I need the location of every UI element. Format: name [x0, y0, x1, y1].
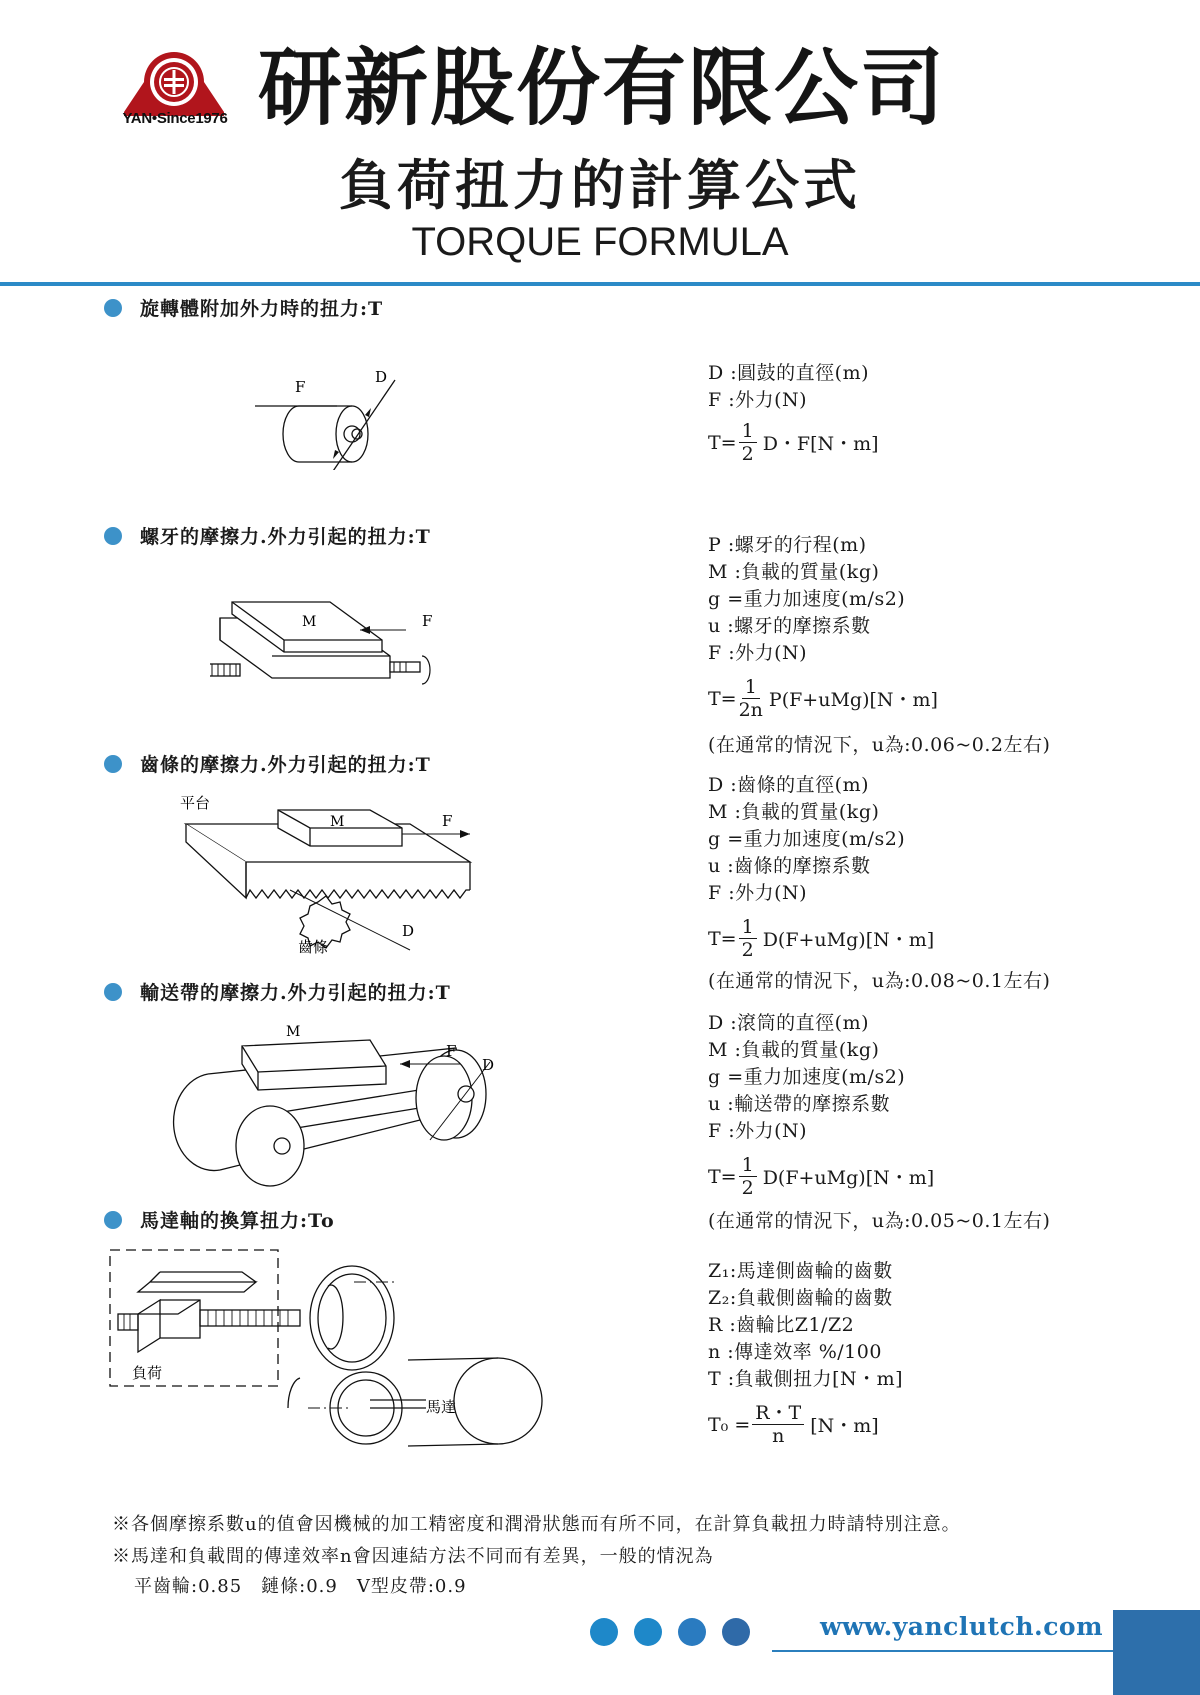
formula-lhs: T₀ = [708, 1413, 751, 1436]
definition-item: T :負載側扭力[N・m] [708, 1368, 904, 1390]
label-force: F [442, 812, 453, 830]
formula-numerator: R・T [752, 1402, 804, 1425]
label-rack: 齒條 [298, 938, 329, 956]
definition-item: n :傳達效率 %/100 [708, 1341, 882, 1363]
formula-section-5 [708, 1402, 879, 1447]
label-load: 負荷 [132, 1364, 163, 1382]
section-heading-text: 輸送帶的摩擦力.外力引起的扭力:T [140, 982, 451, 1004]
definition-item: g =重力加速度(m/s2) [708, 828, 906, 850]
section-heading-rack [104, 750, 431, 777]
formula-rhs: D(F+uMg)[N・m] [762, 929, 935, 951]
definition-item: P :螺牙的行程(m) [708, 534, 867, 556]
section-heading-text: 螺牙的摩擦力.外力引起的扭力:T [140, 526, 431, 548]
footer-divider [772, 1650, 1117, 1652]
footer-dot-icon [590, 1618, 618, 1646]
formula-numerator: 1 [739, 420, 757, 443]
corner-block [1113, 1610, 1200, 1695]
formula-section-4 [708, 1154, 934, 1199]
definitions-section-1 [708, 360, 869, 414]
formula-denominator: n [772, 1425, 785, 1447]
label-force: F [446, 1042, 457, 1060]
section-heading-text: 馬達軸的換算扭力:To [140, 1210, 335, 1232]
label-platform: 平台 [180, 794, 211, 812]
definition-item: u :齒條的摩擦系數 [708, 855, 871, 877]
label-motor: 馬達 [426, 1398, 457, 1416]
formula-rhs: [N・m] [810, 1415, 879, 1437]
definition-item: Z₁:馬達側齒輪的齒數 [708, 1260, 893, 1282]
formula-numerator: 1 [742, 676, 760, 699]
footnote-efficiency: ※馬達和負載間的傳達效率n會因連結方法不同而有差異，一般的情況為 [112, 1546, 714, 1567]
definition-item: D :齒條的直徑(m) [708, 774, 870, 796]
formula-lhs: T= [708, 927, 737, 950]
footer-dot-icon [678, 1618, 706, 1646]
conveyor-diagram [160, 1020, 500, 1190]
formula-section-1 [708, 420, 879, 465]
bullet-icon [104, 983, 122, 1001]
header-divider [0, 282, 1200, 286]
label-force: F [295, 378, 306, 396]
section-heading-motor-shaft [104, 1206, 335, 1233]
definition-item: F :外力(N) [708, 882, 808, 904]
definitions-section-4 [708, 1010, 905, 1145]
label-diameter: D [402, 922, 415, 940]
definition-item: M :負載的質量(kg) [708, 801, 880, 823]
formula-lhs: T= [708, 1165, 737, 1188]
section-heading-conveyor [104, 978, 451, 1005]
label-mass: M [330, 814, 345, 830]
bullet-icon [104, 755, 122, 773]
section-heading-text: 旋轉體附加外力時的扭力:T [140, 298, 384, 320]
definitions-section-3 [708, 772, 905, 907]
formula-denominator: 2 [741, 443, 754, 465]
page-title-chinese: 負荷扭力的計算公式 [339, 153, 861, 217]
definition-item: u :螺牙的摩擦系數 [708, 615, 871, 637]
definition-item: D :圓鼓的直徑(m) [708, 362, 870, 384]
friction-note: (在通常的情況下，u為:0.06~0.2左右) [708, 734, 1051, 756]
label-mass: M [302, 614, 317, 630]
formula-section-2 [708, 676, 938, 721]
formula-lhs: T= [708, 687, 737, 710]
definition-item: M :負載的質量(kg) [708, 1039, 880, 1061]
motor-gear-diagram [108, 1248, 558, 1448]
drum-diagram [255, 370, 415, 470]
section-heading-text: 齒條的摩擦力.外力引起的扭力:T [140, 754, 431, 776]
bullet-icon [104, 1211, 122, 1229]
page-title-english: TORQUE FORMULA [411, 220, 789, 264]
definition-item: g =重力加速度(m/s2) [708, 1066, 906, 1088]
footer-dot-icon [722, 1618, 750, 1646]
label-diameter: D [482, 1056, 495, 1074]
formula-rhs: D・F[N・m] [762, 433, 879, 455]
definition-item: M :負載的質量(kg) [708, 561, 880, 583]
definitions-section-2 [708, 532, 905, 667]
formula-denominator: 2 [741, 939, 754, 961]
rack-diagram [170, 790, 490, 960]
formula-section-3 [708, 916, 934, 961]
formula-rhs: D(F+uMg)[N・m] [762, 1167, 935, 1189]
definition-item: F :外力(N) [708, 1120, 808, 1142]
definition-item: F :外力(N) [708, 642, 808, 664]
formula-numerator: 1 [739, 1154, 757, 1177]
section-heading-rotating-body [104, 294, 383, 321]
definition-item: R :齒輪比Z1/Z2 [708, 1314, 855, 1336]
friction-note: (在通常的情況下，u為:0.05~0.1左右) [708, 1210, 1051, 1232]
bullet-icon [104, 527, 122, 545]
definition-item: F :外力(N) [708, 389, 808, 411]
footnote-friction: ※各個摩擦系數u的值會因機械的加工精密度和潤滑狀態而有所不同，在計算負載扭力時請特別注意。 [112, 1514, 961, 1535]
logo-caption: YAN•Since1976 [122, 110, 228, 127]
footer-dot-icon [634, 1618, 662, 1646]
footnote-efficiency-values: 平齒輪:0.85 鏈條:0.9 V型皮帶:0.9 [134, 1576, 467, 1597]
definition-item: g =重力加速度(m/s2) [708, 588, 906, 610]
formula-numerator: 1 [739, 916, 757, 939]
friction-note: (在通常的情況下，u為:0.08~0.1左右) [708, 970, 1051, 992]
definitions-section-5 [708, 1258, 903, 1393]
screw-diagram [210, 590, 450, 700]
definition-item: u :輸送帶的摩擦系數 [708, 1093, 891, 1115]
label-diameter: D [375, 370, 388, 386]
definition-item: D :滾筒的直徑(m) [708, 1012, 870, 1034]
bullet-icon [104, 299, 122, 317]
company-name: 研新股份有限公司 [258, 39, 947, 137]
label-mass: M [286, 1024, 301, 1040]
formula-denominator: 2n [738, 699, 763, 721]
formula-denominator: 2 [741, 1177, 754, 1199]
section-heading-screw [104, 522, 431, 549]
label-force: F [422, 612, 433, 630]
website-link[interactable]: www.yanclutch.com [820, 1612, 1104, 1641]
formula-rhs: P(F+uMg)[N・m] [768, 689, 938, 711]
formula-lhs: T= [708, 431, 737, 454]
definition-item: Z₂:負載側齒輪的齒數 [708, 1287, 893, 1309]
